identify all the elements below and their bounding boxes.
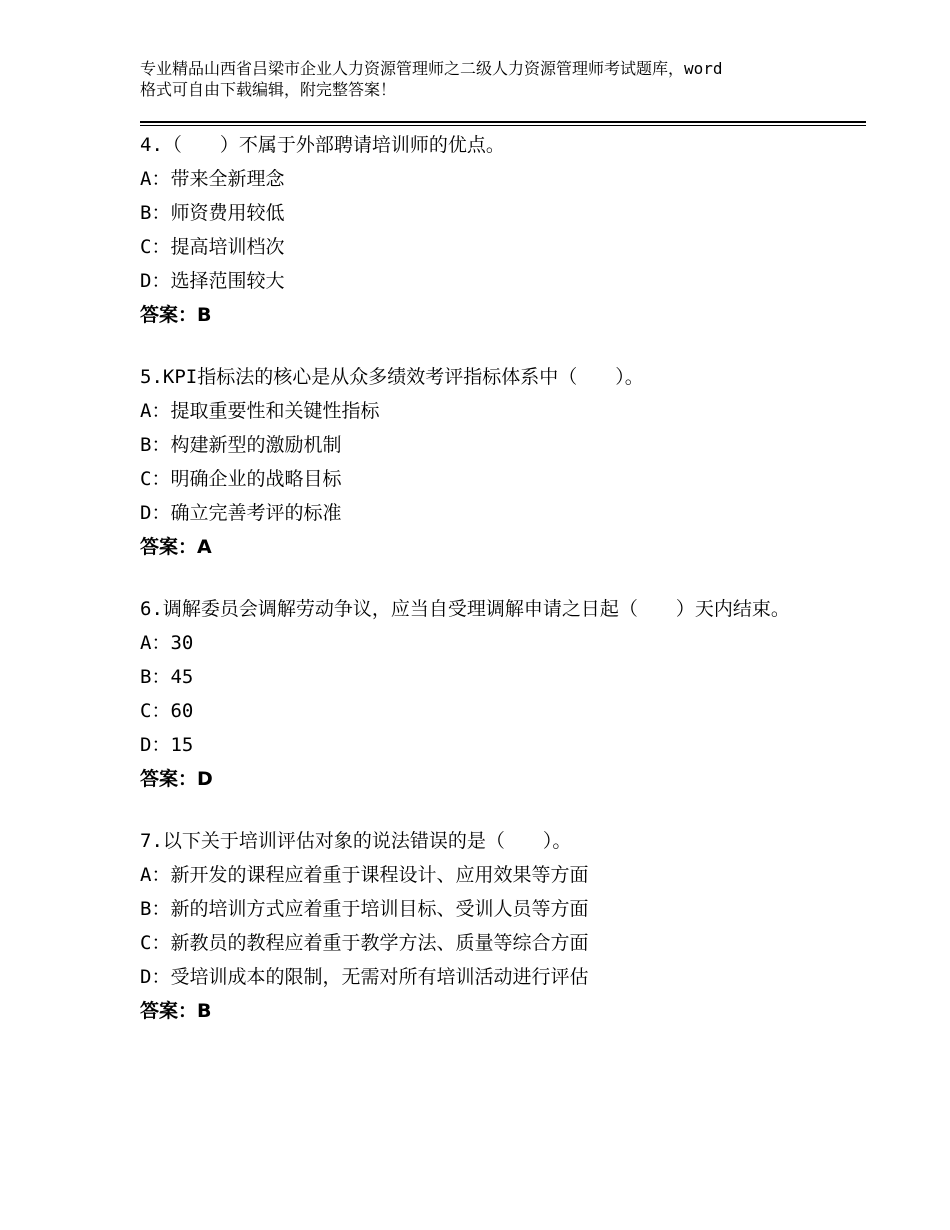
- question-item: [140, 592, 860, 796]
- answer-label: 答案：D: [140, 768, 213, 790]
- question-stem: 4.（ ）不属于外部聘请培训师的优点。: [140, 134, 505, 156]
- answer-label: 答案：A: [140, 536, 212, 558]
- question-stem: 7.以下关于培训评估对象的说法错误的是（ ）。: [140, 830, 572, 852]
- option-b: B：师资费用较低: [140, 202, 285, 224]
- option-d: D：15: [140, 734, 194, 756]
- question-list: [140, 128, 860, 1056]
- question-item: [140, 824, 860, 1028]
- answer-label: 答案：B: [140, 1000, 212, 1022]
- question-stem: 5.KPI指标法的核心是从众多绩效考评指标体系中（ ）。: [140, 366, 644, 388]
- option-b: B：构建新型的激励机制: [140, 434, 342, 456]
- header-line-1: 专业精品山西省吕梁市企业人力资源管理师之二级人力资源管理师考试题库，word: [140, 59, 723, 78]
- option-d: D：确立完善考评的标准: [140, 502, 342, 524]
- option-b: B：45: [140, 666, 194, 688]
- option-c: C：60: [140, 700, 194, 722]
- option-d: D：受培训成本的限制，无需对所有培训活动进行评估: [140, 966, 589, 988]
- option-a: A：30: [140, 632, 194, 654]
- option-a: A：带来全新理念: [140, 168, 285, 190]
- option-a: A：新开发的课程应着重于课程设计、应用效果等方面: [140, 864, 589, 886]
- option-b: B：新的培训方式应着重于培训目标、受训人员等方面: [140, 898, 589, 920]
- header-divider-thick: [140, 121, 866, 123]
- question-item: [140, 360, 860, 564]
- document-header: [140, 58, 840, 100]
- question-item: [140, 128, 860, 332]
- option-c: C：新教员的教程应着重于教学方法、质量等综合方面: [140, 932, 589, 954]
- option-a: A：提取重要性和关键性指标: [140, 400, 380, 422]
- header-divider-thin: [140, 125, 866, 126]
- option-c: C：提高培训档次: [140, 236, 285, 258]
- answer-label: 答案：B: [140, 304, 212, 326]
- question-stem: 6.调解委员会调解劳动争议，应当自受理调解申请之日起（ ）天内结束。: [140, 598, 790, 620]
- header-line-2: 格式可自由下载编辑，附完整答案！: [140, 80, 397, 99]
- option-c: C：明确企业的战略目标: [140, 468, 342, 490]
- option-d: D：选择范围较大: [140, 270, 285, 292]
